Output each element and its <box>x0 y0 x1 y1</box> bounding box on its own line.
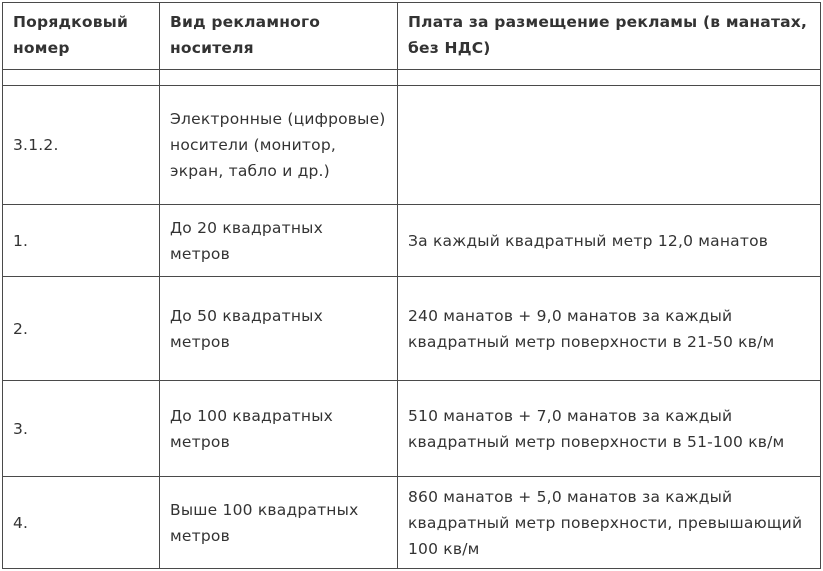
row-number: 3. <box>3 381 160 477</box>
table-row <box>3 86 821 205</box>
row-number: 3.1.2. <box>3 86 160 205</box>
row-fee <box>398 86 821 205</box>
header-carrier-type: Вид рекламного носителя <box>160 3 398 70</box>
spacer-cell <box>160 70 398 86</box>
row-carrier: Электронные (цифровые) носители (монитор, экран, табло и др.) <box>160 86 398 205</box>
row-number: 2. <box>3 277 160 381</box>
table-row <box>3 381 821 477</box>
row-fee: 240 манатов + 9,0 манатов за каждый квадратный метр поверхности в 21-50 кв/м <box>398 277 821 381</box>
row-number: 4. <box>3 477 160 569</box>
spacer-cell <box>398 70 821 86</box>
row-number: 1. <box>3 205 160 277</box>
header-number: Порядковый номер <box>3 3 160 70</box>
tariff-table <box>2 2 821 569</box>
row-carrier: До 100 квадратных метров <box>160 381 398 477</box>
header-fee: Плата за размещение рекламы (в манатах, без НДС) <box>398 3 821 70</box>
table-spacer-row <box>3 70 821 86</box>
table-row <box>3 205 821 277</box>
table-row <box>3 477 821 569</box>
table-header-row <box>3 3 821 70</box>
row-fee: За каждый квадратный метр 12,0 манатов <box>398 205 821 277</box>
spacer-cell <box>3 70 160 86</box>
row-carrier: До 20 квадратных метров <box>160 205 398 277</box>
row-fee: 510 манатов + 7,0 манатов за каждый квадратный метр поверхности в 51-100 кв/м <box>398 381 821 477</box>
row-carrier: До 50 квадратных метров <box>160 277 398 381</box>
row-carrier: Выше 100 квадратных метров <box>160 477 398 569</box>
row-fee: 860 манатов + 5,0 манатов за каждый квадратный метр поверхности, превышающий 100 кв/м <box>398 477 821 569</box>
table-row <box>3 277 821 381</box>
